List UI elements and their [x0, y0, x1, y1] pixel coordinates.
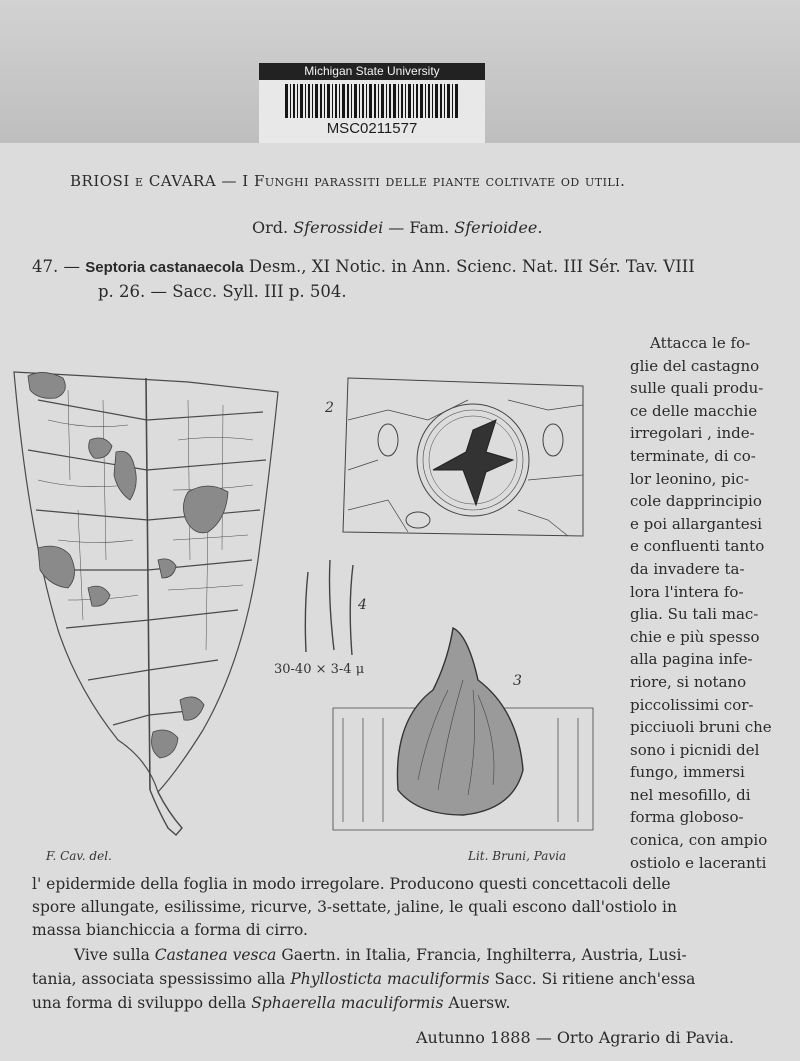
- desc-full-line-3: massa bianchiccia a forma di cirro.: [32, 921, 308, 939]
- figure-label-2: 2: [325, 400, 334, 416]
- work-title: Funghi parassiti delle piante coltivate od utili.: [253, 172, 626, 190]
- figure-3-pycnidium: [333, 628, 593, 830]
- artist-signature: F. Cav. del.: [46, 849, 112, 863]
- desc-line: e confluenti tanto: [630, 537, 765, 556]
- species-entry: [32, 257, 695, 276]
- header-conjunction: e: [135, 172, 144, 190]
- desc-line: lor leonino, pic-: [630, 469, 750, 488]
- figure-2-section: [343, 378, 583, 536]
- desc-line: sulle quali produ-: [630, 379, 764, 398]
- desc-line: ce delle macchie: [630, 401, 758, 420]
- desc-line: forma globoso-: [630, 808, 744, 827]
- species-name: Septoria castanaecola: [85, 259, 244, 276]
- leaf-drawing: [14, 372, 278, 835]
- order-label: Ord.: [252, 218, 289, 237]
- botanical-illustration: [8, 360, 608, 840]
- habitat-line-2: tania, associata spessissimo alla Phyllosticta maculiformis Sacc. Si ritiene anch'essa: [32, 970, 696, 988]
- date-location-line: Autunno 1888 — Orto Agrario di Pavia.: [416, 1028, 735, 1047]
- desc-line: glia. Su tali mac-: [630, 605, 759, 624]
- desc-line: fungo, immersi: [630, 763, 745, 782]
- barcode-label: [259, 63, 485, 143]
- desc-line: irregolari , inde-: [630, 424, 755, 443]
- desc-line: nel mesofillo, di: [630, 785, 751, 804]
- desc-line: picciuoli bruni che: [630, 718, 772, 737]
- author-briosi: BRIOSI: [70, 172, 130, 190]
- habitat-line-3: una forma di sviluppo della Sphaerella maculiformis Auersw.: [32, 994, 511, 1012]
- family-name: Sferioidee.: [454, 218, 543, 237]
- associated-species: Phyllosticta maculiformis: [290, 970, 490, 988]
- figure-label-3: 3: [513, 673, 522, 689]
- family-label: Fam.: [409, 218, 450, 237]
- desc-full-line-2: spore allungate, esilissime, ricurve, 3-settate, jaline, le quali escono dall'ostiolo in: [32, 898, 677, 916]
- barcode-institution: Michigan State University: [259, 63, 485, 80]
- species-citation-cont: p. 26. — Sacc. Syll. III p. 504.: [98, 282, 347, 301]
- taxonomy-separator: —: [388, 218, 405, 237]
- desc-line: conica, con ampio: [630, 831, 768, 850]
- desc-full-line-1: l' epidermide della foglia in modo irregolare. Producono questi concettacoli delle: [32, 875, 671, 893]
- desc-line: terminate, di co-: [630, 446, 756, 465]
- host-species: Castanea vesca: [154, 946, 277, 964]
- taxonomy-line: [252, 218, 542, 237]
- species-citation: Desm., XI Notic. in Ann. Scienc. Nat. III Sér. Tav. VIII: [248, 257, 695, 276]
- desc-line: glie del castagno: [630, 356, 760, 375]
- desc-line: cole dapprincipio: [630, 492, 762, 511]
- desc-line: da invadere ta-: [630, 559, 745, 578]
- entry-number: 47. —: [32, 257, 80, 276]
- page-header: [70, 172, 625, 190]
- related-species: Sphaerella maculiformis: [251, 994, 444, 1012]
- desc-line: e poi allargantesi: [630, 514, 763, 533]
- barcode-number: MSC0211577: [326, 120, 418, 137]
- spore-measurement: 30-40 × 3-4 μ: [274, 662, 365, 677]
- desc-line: alla pagina infe-: [630, 650, 753, 669]
- desc-line: Attacca le fo-: [650, 334, 751, 352]
- author-cavara: CAVARA — I: [148, 172, 249, 190]
- figure-4-spores: [305, 560, 353, 655]
- description-column: [630, 332, 798, 874]
- barcode-bars: [285, 84, 459, 118]
- desc-line: sono i picnidi del: [630, 740, 760, 759]
- habitat-line-1: Vive sulla Castanea vesca Gaertn. in Italia, Francia, Inghilterra, Austria, Lusi-: [74, 946, 687, 964]
- figure-label-4: 4: [358, 597, 367, 613]
- desc-line: ostiolo e laceranti: [630, 853, 767, 872]
- desc-line: lora l'intera fo-: [630, 582, 744, 601]
- printer-signature: Lit. Bruni, Pavia: [468, 849, 567, 863]
- desc-line: piccolissimi cor-: [630, 695, 754, 714]
- desc-line: chie e più spesso: [630, 627, 760, 646]
- desc-line: riore, si notano: [630, 672, 747, 691]
- order-name: Sferossidei: [293, 218, 384, 237]
